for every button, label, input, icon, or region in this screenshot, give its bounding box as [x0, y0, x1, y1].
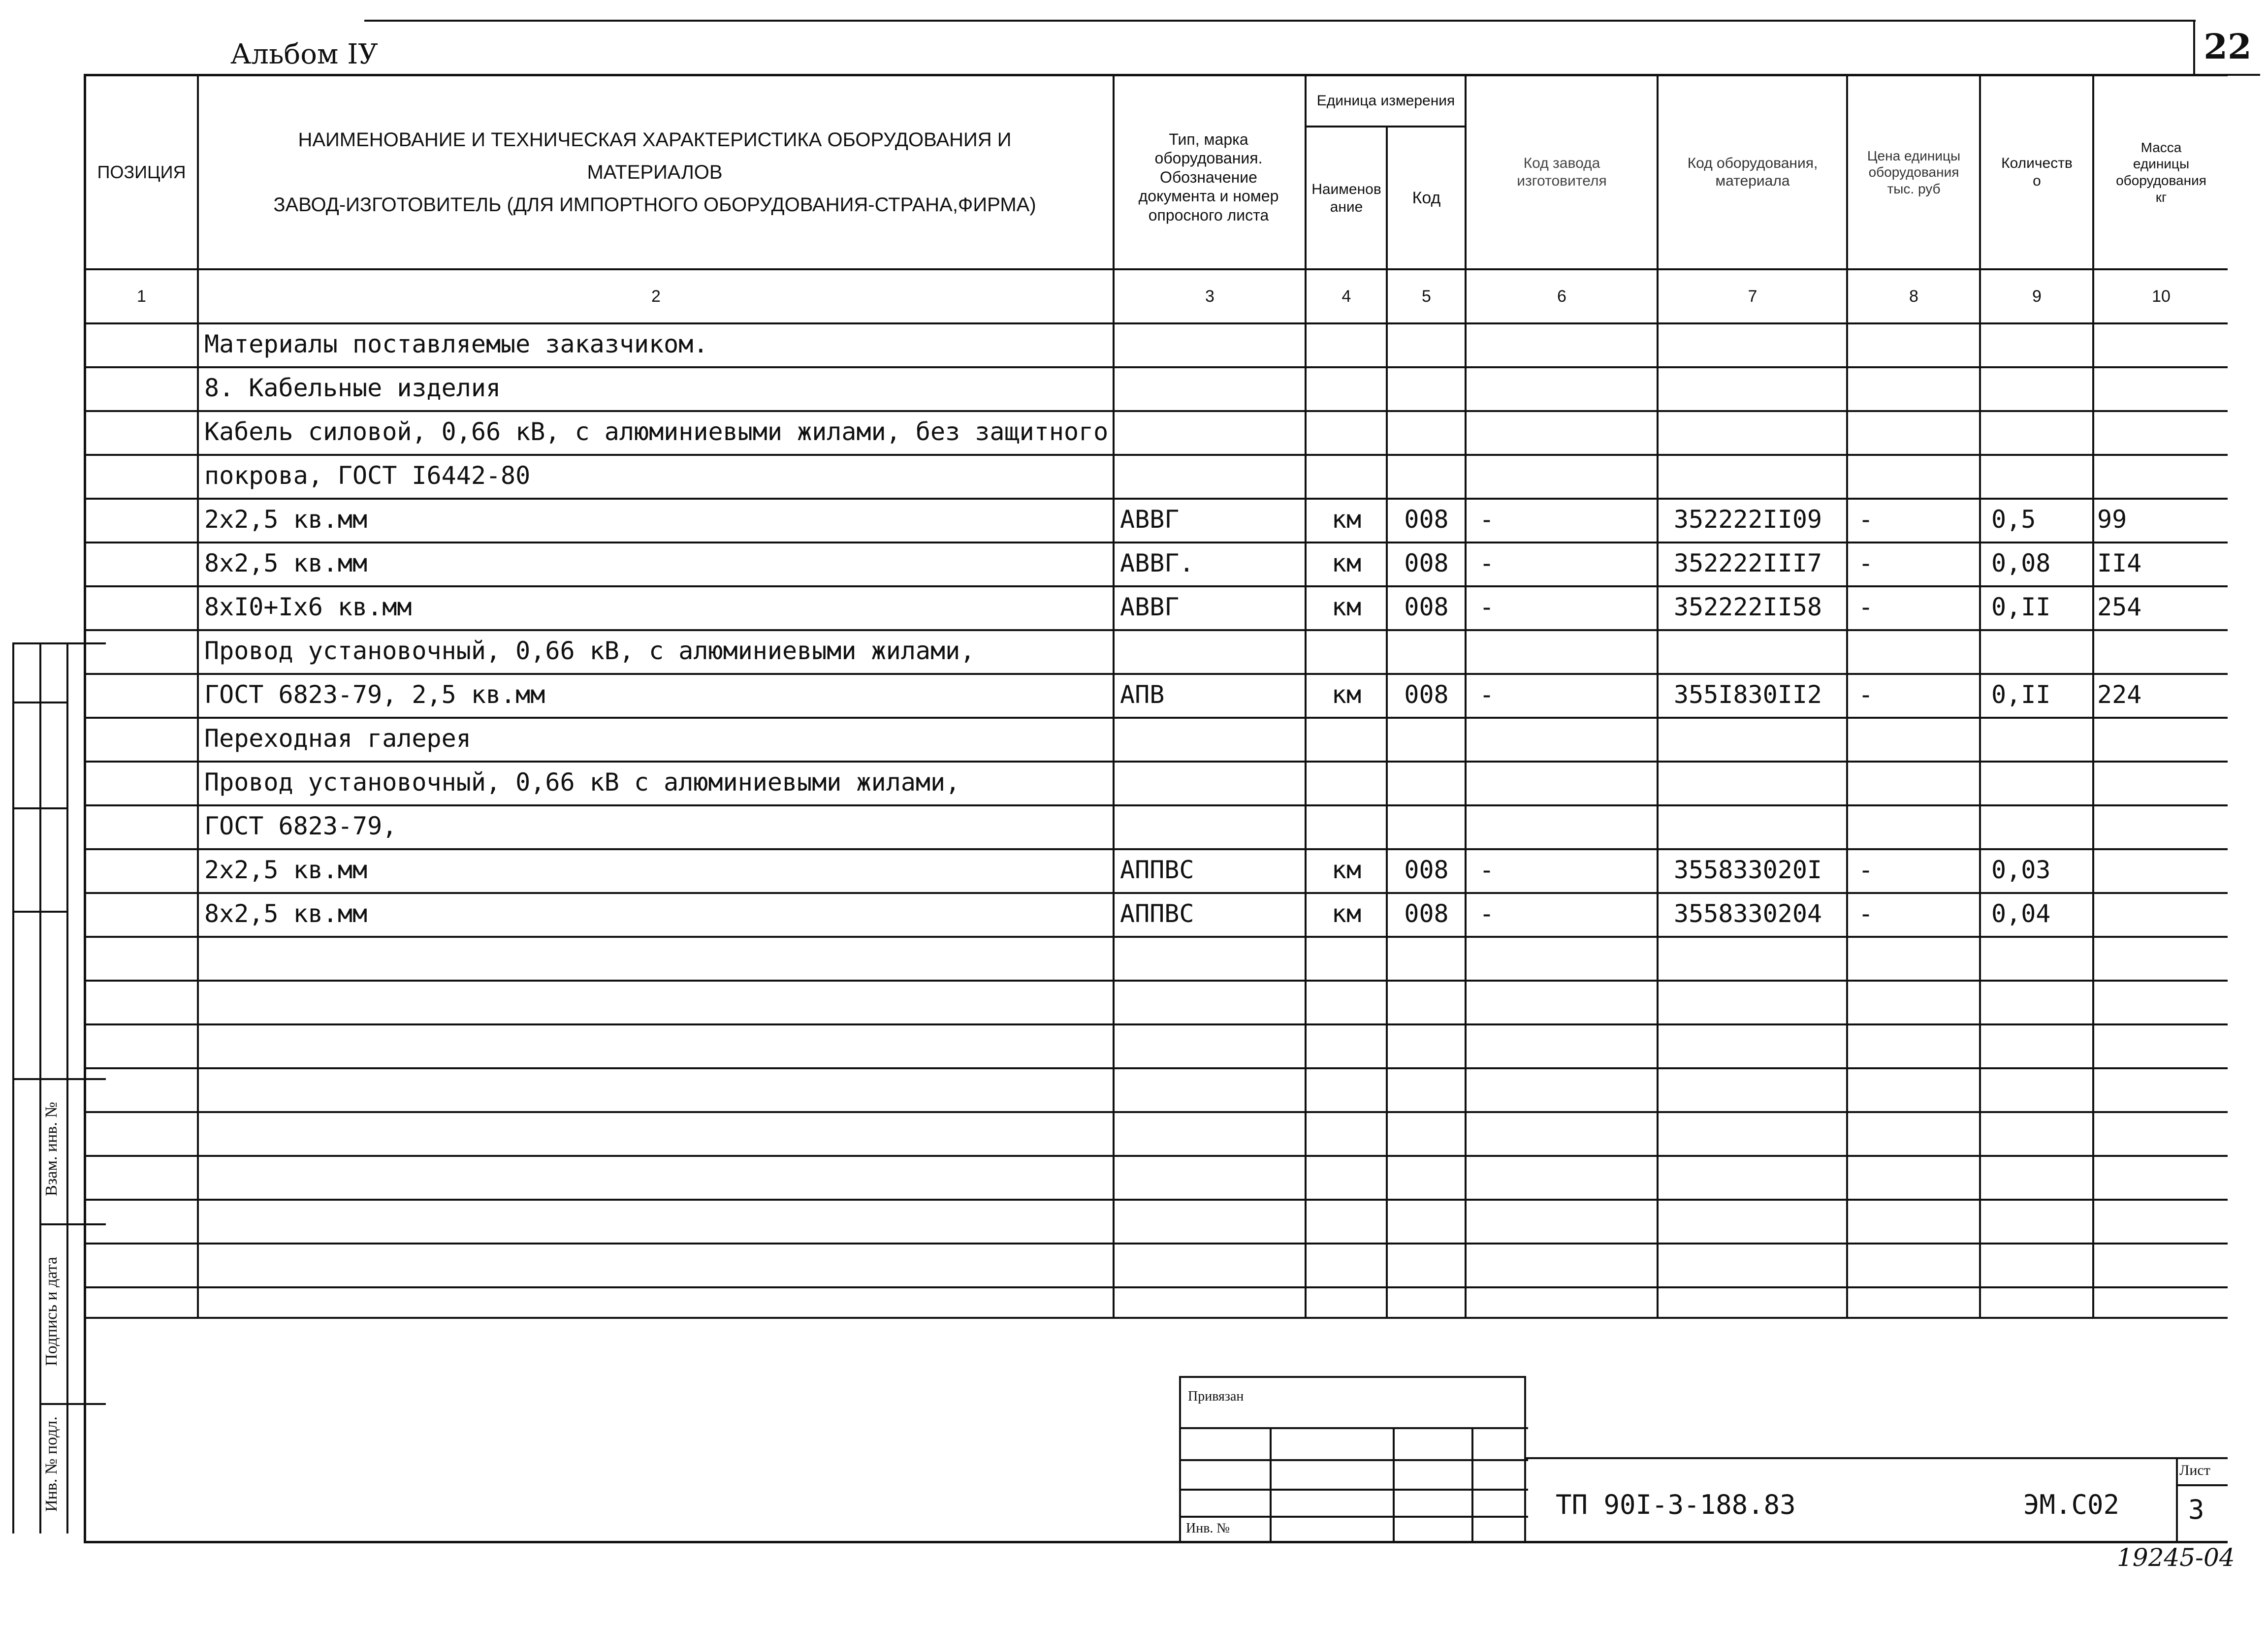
cell-qty: 0,03: [1991, 856, 2051, 884]
side-line: [12, 1078, 106, 1080]
cell-type: [1120, 717, 1302, 760]
cell-mass: [2097, 322, 2228, 366]
cell-code: 008: [1404, 680, 1449, 709]
hdr-price: Цена единицы оборудования тыс. руб: [1867, 148, 1961, 196]
cell-type: АВВГ: [1120, 593, 1180, 621]
row-line: [86, 1199, 2228, 1201]
side-line: [66, 642, 68, 1533]
cell-name: покрова, ГОСТ I6442-80: [204, 461, 531, 490]
cell-mass: [2097, 717, 2228, 760]
cell-name: 8xI0+Ix6 кв.мм: [204, 593, 412, 621]
cell-qty: 0,5: [1991, 505, 2036, 534]
cell-unit: [1307, 717, 1386, 760]
cell-price: [1858, 761, 1979, 804]
row-line: [86, 1155, 2228, 1157]
cell-code: 008: [1404, 593, 1449, 621]
col-number: 5: [1422, 287, 1431, 306]
cell-qty: 0,II: [1991, 680, 2051, 709]
hdr-type: Тип, марка оборудования. Обозначение документа и номер опросного листа: [1138, 130, 1279, 224]
cell-code: 008: [1404, 549, 1449, 577]
cell-code: [1388, 629, 1465, 672]
cell-factory: -: [1479, 505, 1495, 534]
cell-price: -: [1858, 856, 1874, 884]
hdr-material-code: Код оборудования, материала: [1687, 155, 1818, 189]
row-line: [86, 936, 2228, 938]
cell-price: -: [1858, 593, 1874, 621]
cell-price: -: [1858, 505, 1874, 534]
cell-mass: [2097, 848, 2228, 892]
cell-price: [1858, 366, 1979, 410]
row-line: [86, 1111, 2228, 1113]
cell-mass: [2097, 454, 2228, 497]
col-number: 8: [1909, 287, 1918, 306]
binding-col-line: [1393, 1427, 1395, 1543]
cell-factory: [1479, 454, 1657, 497]
cell-factory: -: [1479, 856, 1495, 884]
cell-code: [1388, 410, 1465, 453]
cell-material: 352222II09: [1674, 505, 1822, 534]
col-number: 3: [1205, 287, 1214, 306]
cell-material: [1674, 717, 1846, 760]
side-line: [12, 702, 66, 703]
cell-material: [1674, 804, 1846, 848]
cell-mass: [2097, 892, 2228, 935]
cell-unit: км: [1331, 680, 1362, 709]
hdr-mass: Масса единицы оборудования кг: [2116, 139, 2206, 205]
archive-number: 19245-04: [2117, 1543, 2235, 1572]
cell-mass: 224: [2097, 680, 2142, 709]
table-bottom-line: [86, 1317, 2228, 1319]
cell-mass: [2097, 366, 2228, 410]
document-mark: ЭМ.С02: [2023, 1489, 2120, 1520]
cell-name: ГОСТ 6823-79,: [204, 812, 397, 840]
binding-row-line: [1181, 1489, 1528, 1491]
cell-code: [1388, 322, 1465, 366]
cell-price: [1858, 410, 1979, 453]
document-code: ТП 90I-3-188.83: [1556, 1489, 1796, 1520]
cell-type: АППВС: [1120, 856, 1194, 884]
col-number: 1: [137, 287, 146, 306]
cell-price: [1858, 804, 1979, 848]
hdr-factory-code: Код завода изготовителя: [1517, 155, 1607, 189]
side-stamp: [12, 642, 106, 1533]
cell-qty: [1991, 454, 2092, 497]
title-line: [1526, 1457, 2228, 1459]
cell-factory: [1479, 717, 1657, 760]
side-line: [39, 642, 41, 1533]
cell-factory: -: [1479, 899, 1495, 928]
cell-price: [1858, 322, 1979, 366]
unit-subheader-line: [1305, 126, 1465, 128]
cell-price: [1858, 454, 1979, 497]
cell-material: 352222III7: [1674, 549, 1822, 577]
cell-qty: 0,08: [1991, 549, 2051, 577]
cell-qty: [1991, 761, 2092, 804]
side-line: [39, 1403, 106, 1405]
sheet-label: Лист: [2179, 1462, 2210, 1478]
row-line: [86, 980, 2228, 982]
cell-name: 2x2,5 кв.мм: [204, 856, 368, 884]
cell-material: [1674, 322, 1846, 366]
cell-unit: [1307, 454, 1386, 497]
cell-type: [1120, 366, 1302, 410]
header-bottom-line: [86, 268, 2228, 270]
cell-unit: [1307, 410, 1386, 453]
cell-price: -: [1858, 899, 1874, 928]
cell-material: 3558330204: [1674, 899, 1822, 928]
cell-material: [1674, 629, 1846, 672]
cell-code: [1388, 761, 1465, 804]
cell-price: [1858, 629, 1979, 672]
cell-material: 352222II58: [1674, 593, 1822, 621]
cell-factory: [1479, 410, 1657, 453]
cell-mass: 99: [2097, 505, 2127, 534]
cell-price: [1858, 717, 1979, 760]
cell-material: 355I830II2: [1674, 680, 1822, 709]
col-number: 7: [1748, 287, 1757, 306]
cell-price: -: [1858, 549, 1874, 577]
cell-name: Провод установочный, 0,66 кВ, с алюминиевыми жилами,: [204, 637, 975, 665]
cell-qty: 0,04: [1991, 899, 2051, 928]
cell-type: [1120, 761, 1302, 804]
inv-no-label: Инв. №: [1186, 1521, 1230, 1536]
row-line: [86, 1286, 2228, 1288]
cell-mass: [2097, 629, 2228, 672]
binding-col-line: [1270, 1427, 1272, 1543]
row-line: [86, 1067, 2228, 1069]
cell-unit: [1307, 761, 1386, 804]
cell-name: 8x2,5 кв.мм: [204, 899, 368, 928]
cell-factory: [1479, 366, 1657, 410]
binding-row-line: [1181, 1427, 1528, 1429]
cell-name: 8x2,5 кв.мм: [204, 549, 368, 577]
cell-price: -: [1858, 680, 1874, 709]
cell-type: [1120, 804, 1302, 848]
title-sheet-line: [2176, 1484, 2228, 1486]
col-number: 6: [1557, 287, 1566, 306]
hdr-quantity: Количество: [2001, 155, 2073, 189]
cell-code: 008: [1404, 899, 1449, 928]
cell-factory: -: [1479, 593, 1495, 621]
hdr-name: [199, 76, 1110, 268]
cell-factory: -: [1479, 549, 1495, 577]
cell-code: 008: [1404, 856, 1449, 884]
cell-type: АПВ: [1120, 680, 1165, 709]
col-number: 10: [2152, 287, 2171, 306]
sheet-number: 3: [2188, 1494, 2204, 1525]
cell-unit: км: [1331, 549, 1362, 577]
binding-label: Привязан: [1188, 1389, 1244, 1404]
cell-code: [1388, 717, 1465, 760]
row-line: [86, 1243, 2228, 1245]
top-rule: [364, 20, 2196, 22]
cell-name: ГОСТ 6823-79, 2,5 кв.мм: [204, 680, 545, 709]
cell-name: Провод установочный, 0,66 кВ с алюминиевыми жилами,: [204, 768, 960, 797]
cell-code: [1388, 804, 1465, 848]
cell-mass: [2097, 761, 2228, 804]
cell-mass: II4: [2097, 549, 2142, 577]
cell-qty: [1991, 804, 2092, 848]
hdr-name-line1: НАИМЕНОВАНИЕ И ТЕХНИЧЕСКАЯ ХАРАКТЕРИСТИКА ОБОРУДОВАНИЯ И: [298, 129, 1012, 151]
cell-unit: км: [1331, 856, 1362, 884]
cell-unit: [1307, 629, 1386, 672]
cell-unit: км: [1331, 593, 1362, 621]
cell-factory: [1479, 629, 1657, 672]
binding-row-line: [1181, 1516, 1528, 1518]
cell-name: Кабель силовой, 0,66 кВ, с алюминиевыми жилами, без защитного: [204, 417, 1109, 446]
cell-name: 8. Кабельные изделия: [204, 374, 501, 402]
cell-qty: [1991, 410, 2092, 453]
cell-unit: [1307, 322, 1386, 366]
title-sheet-divider: [2176, 1457, 2178, 1541]
cell-material: [1674, 454, 1846, 497]
cell-name: 2x2,5 кв.мм: [204, 505, 368, 534]
cell-unit: км: [1331, 899, 1362, 928]
cell-type: АППВС: [1120, 899, 1194, 928]
cell-type: [1120, 410, 1302, 453]
hdr-unit-name: Наименование: [1311, 181, 1381, 215]
row-line: [86, 1023, 2228, 1025]
side-line: [12, 642, 14, 1533]
cell-factory: [1479, 761, 1657, 804]
cell-factory: [1479, 804, 1657, 848]
sheet-corner-number: 22: [2193, 20, 2260, 76]
cell-mass: 254: [2097, 593, 2142, 621]
side-inv-podl: Инв. № подл.: [42, 1416, 61, 1512]
cell-material: [1674, 366, 1846, 410]
binding-block: [1179, 1376, 1526, 1541]
cell-qty: 0,II: [1991, 593, 2051, 621]
cell-mass: [2097, 410, 2228, 453]
cell-name: Материалы поставляемые заказчиком.: [204, 330, 708, 358]
cell-qty: [1991, 322, 2092, 366]
col-number: 9: [2032, 287, 2042, 306]
cell-code: [1388, 454, 1465, 497]
hdr-unit: Единица измерения: [1316, 93, 1455, 109]
cell-unit: [1307, 804, 1386, 848]
binding-row-line: [1181, 1459, 1528, 1461]
binding-col-line: [1471, 1427, 1473, 1543]
side-line: [12, 807, 66, 809]
hdr-name-line3: ЗАВОД-ИЗГОТОВИТЕЛЬ (ДЛЯ ИМПОРТНОГО ОБОРУДОВАНИЯ-СТРАНА,ФИРМА): [273, 194, 1036, 216]
cell-unit: км: [1331, 505, 1362, 534]
cell-qty: [1991, 366, 2092, 410]
cell-factory: [1479, 322, 1657, 366]
cell-material: [1674, 761, 1846, 804]
cell-material: [1674, 410, 1846, 453]
col-number: 4: [1342, 287, 1351, 306]
cell-qty: [1991, 629, 2092, 672]
cell-material: 355833020I: [1674, 856, 1822, 884]
hdr-position: ПОЗИЦИЯ: [97, 162, 186, 183]
col-number: 2: [651, 287, 661, 306]
side-line: [12, 642, 106, 644]
side-line: [39, 1223, 106, 1225]
cell-code: 008: [1404, 505, 1449, 534]
side-line: [12, 911, 66, 913]
cell-mass: [2097, 804, 2228, 848]
spec-table: [84, 74, 2228, 1543]
cell-code: [1388, 366, 1465, 410]
cell-qty: [1991, 717, 2092, 760]
cell-name: Переходная галерея: [204, 724, 471, 753]
cell-factory: -: [1479, 680, 1495, 709]
album-label: Альбом IУ: [230, 38, 378, 70]
cell-unit: [1307, 366, 1386, 410]
cell-type: [1120, 454, 1302, 497]
cell-type: [1120, 322, 1302, 366]
hdr-name-line2: МАТЕРИАЛОВ: [587, 161, 723, 183]
side-vzam: Взам. инв. №: [42, 1102, 61, 1196]
cell-type: [1120, 629, 1302, 672]
cell-type: АВВГ: [1120, 505, 1180, 534]
side-podpis: Подпись и дата: [42, 1257, 61, 1366]
hdr-unit-code: Код: [1412, 189, 1441, 208]
table-body: [86, 322, 2228, 1317]
cell-type: АВВГ.: [1120, 549, 1194, 577]
